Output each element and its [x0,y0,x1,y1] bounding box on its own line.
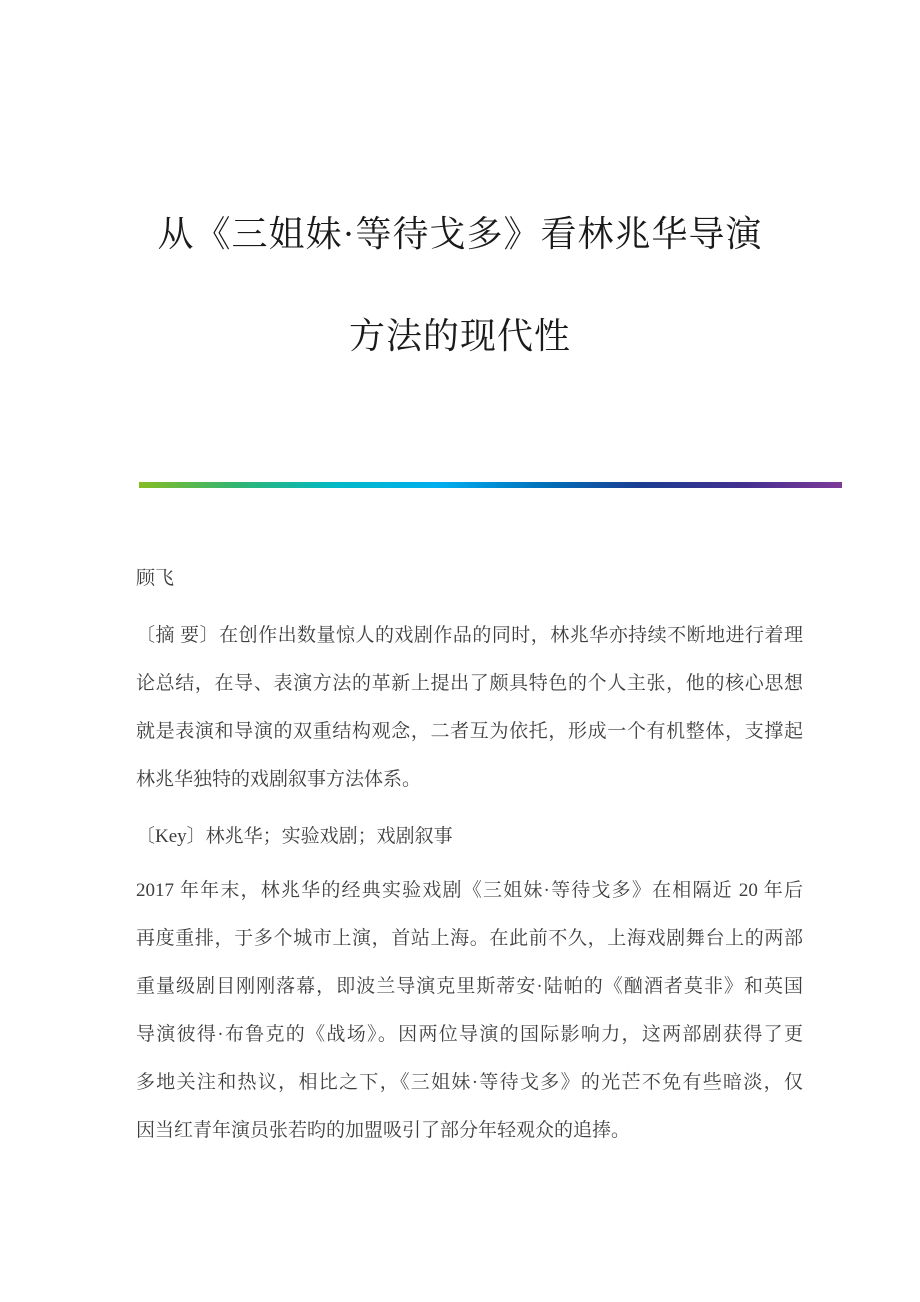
text-line: 林兆华独特的戏剧叙事方法体系。 [136,769,422,790]
article-body [136,555,803,1164]
author-name: 顾飞 [136,568,175,589]
article-title-line-1: 从《三姐妹·等待戈多》看林兆华导演 [157,214,763,254]
text-line: 2017 年年末，林兆华的经典实验戏剧《三姐妹·等待戈多》在相隔近 20 年后 [136,880,803,901]
text-line: 论总结，在导、表演方法的革新上提出了颇具特色的个人主张，他的核心思想 [136,673,803,694]
article-title-line-2: 方法的现代性 [348,316,571,356]
abstract-paragraph [136,612,803,804]
gradient-divider [139,482,842,488]
article-title [0,214,920,356]
text-line: 多地关注和热议，相比之下，《三姐妹·等待戈多》的光芒不免有些暗淡，仅 [136,1072,803,1093]
keywords-line: 〔Key〕林兆华；实验戏剧；戏剧叙事 [136,826,453,847]
text-line: 重量级剧目刚刚落幕，即波兰导演克里斯蒂安·陆帕的《酗酒者莫非》和英国 [136,976,803,997]
text-line: 再度重排，于多个城市上演，首站上海。在此前不久，上海戏剧舞台上的两部 [136,928,803,949]
text-line: 就是表演和导演的双重结构观念，二者互为依托，形成一个有机整体，支撑起 [136,721,803,742]
text-line: 因当红青年演员张若昀的加盟吸引了部分年轻观众的追捧。 [136,1120,631,1141]
body-paragraph [136,867,803,1155]
text-line: 〔摘 要〕在创作出数量惊人的戏剧作品的同时，林兆华亦持续不断地进行着理 [136,625,803,646]
text-line: 导演彼得·布鲁克的《战场》。因两位导演的国际影响力，这两部剧获得了更 [136,1024,803,1045]
